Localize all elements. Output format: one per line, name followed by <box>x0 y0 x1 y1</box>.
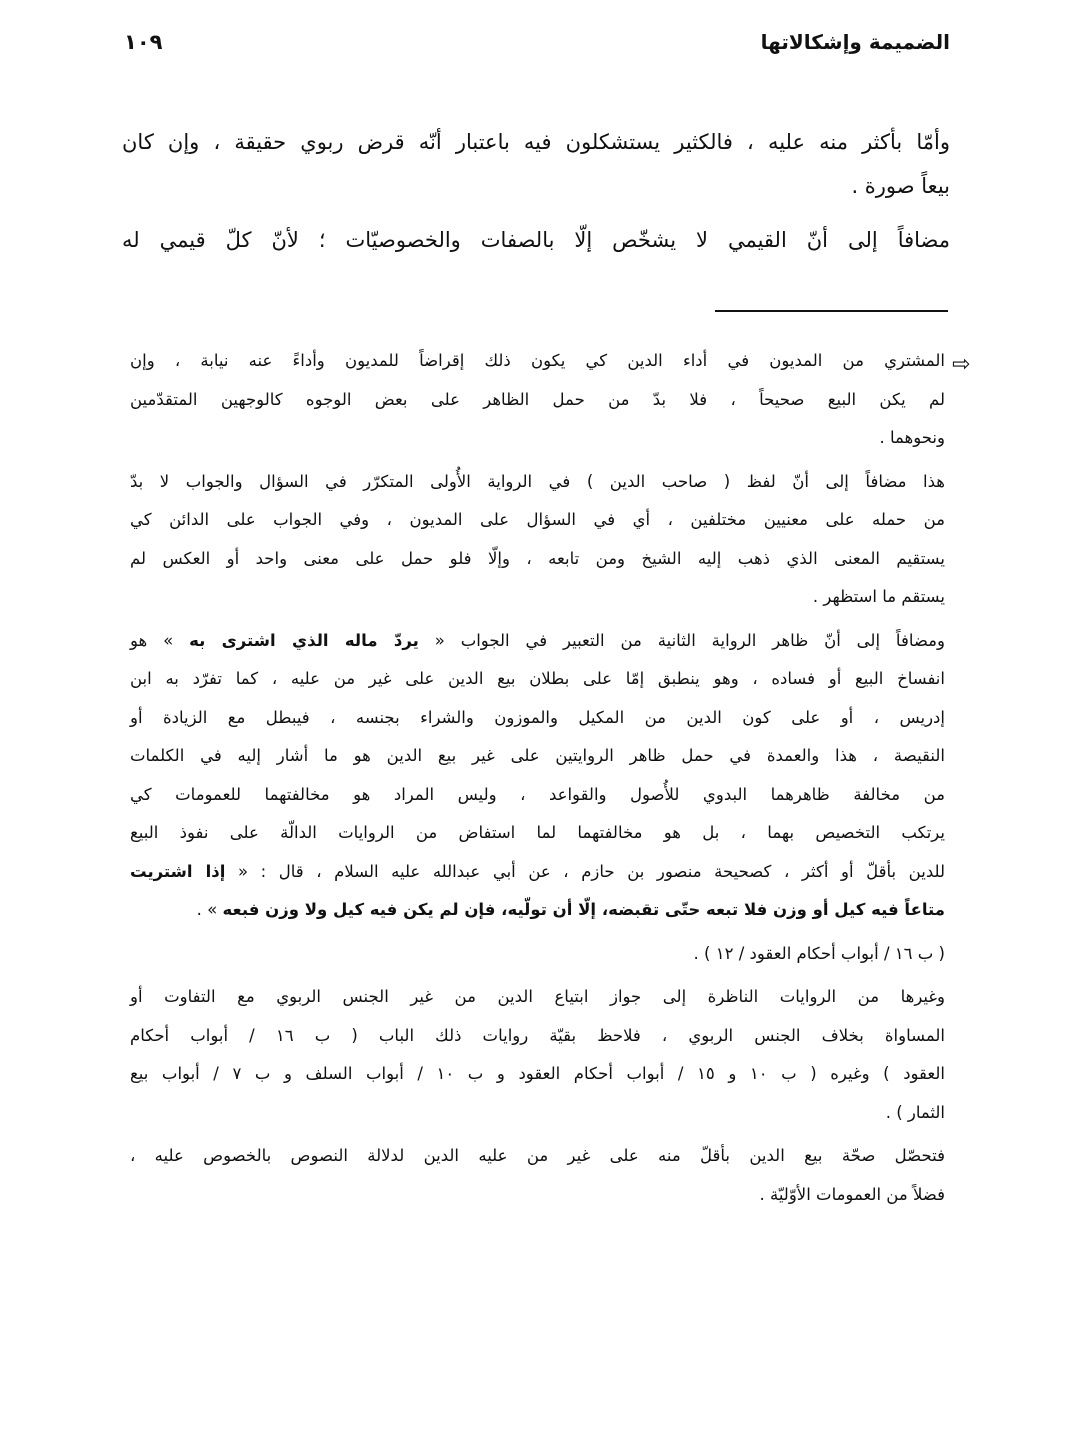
text-segment: بيعاً صورة . <box>851 174 950 198</box>
text-line <box>130 1094 945 1133</box>
text-line <box>122 164 950 208</box>
text-segment: انفساخ البيع أو فساده ، وهو ينطبق إمّا على بطلان بيع الدين على غير من عليه ، كما تفرّد به ابن <box>130 669 945 688</box>
text-line <box>130 381 945 420</box>
text-line <box>130 501 945 540</box>
text-segment: ونحوهما . <box>879 428 945 447</box>
text-segment: النقيصة ، هذا والعمدة في حمل ظاهر الروايتين على غير بيع الدين هو ما أشار إليه في الكلمات <box>130 746 945 765</box>
text-segment: المساواة بخلاف الجنس الربوي ، فلاحظ بقيّة روايات ذلك الباب ( ب ١٦ / أبواب أحكام <box>130 1025 945 1045</box>
footnote-paragraph <box>130 935 945 974</box>
text-line <box>130 1137 945 1176</box>
text-line <box>130 935 945 974</box>
text-line <box>130 814 945 853</box>
footnote-separator <box>715 310 948 312</box>
text-line <box>130 660 945 699</box>
text-segment: المشتري من المديون في أداء الدين كي يكون ذلك إقراضاً للمديون وأداءً عنه نيابة ، وإن <box>130 351 945 370</box>
running-header-title: الضميمة وإشكالاتها <box>760 30 950 54</box>
main-text <box>122 120 950 272</box>
quoted-hadith-text: متاعاً فيه كيل أو وزن فلا تبعه حتّى تقبضه، إلّا أن تولّيه، فإن لم يكن فيه كيل ولا وزن فبعه <box>222 900 945 919</box>
arrow-right-icon: ⇨ <box>952 352 971 377</box>
text-segment: العقود ) وغيره ( ب ١٠ و ١٥ / أبواب أحكام العقود و ب ١٠ / أبواب السلف و ب ٧ / أبواب بيع <box>130 1064 945 1083</box>
text-segment: يستقم ما استظهر . <box>812 587 945 606</box>
page-number: ١٠٩ <box>124 30 163 54</box>
text-segment: » هو <box>130 630 190 650</box>
text-segment: ( ب ١٦ / أبواب أحكام العقود / ١٢ ) . <box>693 943 945 963</box>
text-line <box>130 463 945 502</box>
text-line <box>122 218 950 262</box>
text-segment: إدريس ، أو على كون الدين من المكيل والموزون والشراء بجنسه ، فيبطل مع الزيادة أو <box>130 707 945 727</box>
text-segment: يرتكب التخصيص بهما ، بل هو مخالفتهما لما استفاض من الروايات الدالّة على نفوذ البيع <box>130 823 945 842</box>
text-segment: فضلاً من العمومات الأوّليّة . <box>759 1184 945 1204</box>
text-line <box>130 978 945 1017</box>
text-line <box>130 699 945 738</box>
text-segment: الثمار ) . <box>885 1102 945 1122</box>
footnote-paragraph <box>130 342 945 458</box>
text-segment: فتحصّل صحّة بيع الدين بأقلّ منه على غير من عليه الدين لدلالة النصوص بالخصوص عليه ، <box>130 1146 945 1165</box>
text-line <box>130 578 945 617</box>
text-line <box>130 419 945 458</box>
quoted-hadith-text: يردّ ماله الذي اشترى به <box>189 630 419 650</box>
text-segment: لم يكن البيع صحيحاً ، فلا بدّ من حمل الظاهر على بعض الوجوه كالوجهين المتقدّمين <box>130 389 945 409</box>
footnotes <box>130 342 945 1219</box>
paragraph <box>122 218 950 262</box>
footnote-paragraph <box>130 1137 945 1214</box>
quoted-hadith-text: إذا اشتريت <box>130 861 226 881</box>
text-line <box>130 1055 945 1094</box>
text-segment: هذا مضافاً إلى أنّ لفظ ( صاحب الدين ) في الرواية الأُولى المتكرّر في السؤال والجواب لا بدّ <box>130 471 945 491</box>
text-line <box>130 622 945 661</box>
text-line <box>130 1176 945 1215</box>
text-line <box>130 853 945 892</box>
text-line <box>130 1017 945 1056</box>
text-segment: وأمّا بأكثر منه عليه ، فالكثير يستشكلون فيه باعتبار أنّه قرض ربوي حقيقة ، وإن كان <box>122 130 950 154</box>
text-line <box>130 342 945 381</box>
text-segment: يستقيم المعنى الذي ذهب إليه الشيخ ومن تابعه ، وإلّا فلو حمل على معنى واحد أو العكس لم <box>130 548 945 568</box>
paragraph <box>122 120 950 208</box>
text-segment: ومضافاً إلى أنّ ظاهر الرواية الثانية من التعبير في الجواب « <box>418 630 945 650</box>
text-line <box>122 120 950 164</box>
text-line <box>130 540 945 579</box>
text-line <box>130 737 945 776</box>
text-line <box>130 776 945 815</box>
text-segment: من حمله على معنيين مختلفين ، أي في السؤال على المديون ، وفي الجواب على الدائن كي <box>130 510 945 529</box>
text-segment: للدين بأقلّ أو أكثر ، كصحيحة منصور بن حازم ، عن أبي عبدالله عليه السلام ، قال : « <box>225 861 945 881</box>
text-segment: مضافاً إلى أنّ القيمي لا يشخّص إلّا بالصفات والخصوصيّات ؛ لأنّ كلّ قيمي له <box>122 228 950 252</box>
text-segment: وغيرها من الروايات الناظرة إلى جواز ابتياع الدين من غير الجنس الربوي مع التفاوت أو <box>130 987 945 1006</box>
footnote-paragraph <box>130 463 945 617</box>
text-line <box>130 891 945 930</box>
text-segment: من مخالفة ظاهرهما البدوي للأُصول والقواعد ، وليس المراد هو مخالفتهما للعمومات كي <box>130 784 945 804</box>
text-segment: » . <box>196 900 223 919</box>
footnote-paragraph <box>130 622 945 930</box>
footnote-paragraph <box>130 978 945 1132</box>
